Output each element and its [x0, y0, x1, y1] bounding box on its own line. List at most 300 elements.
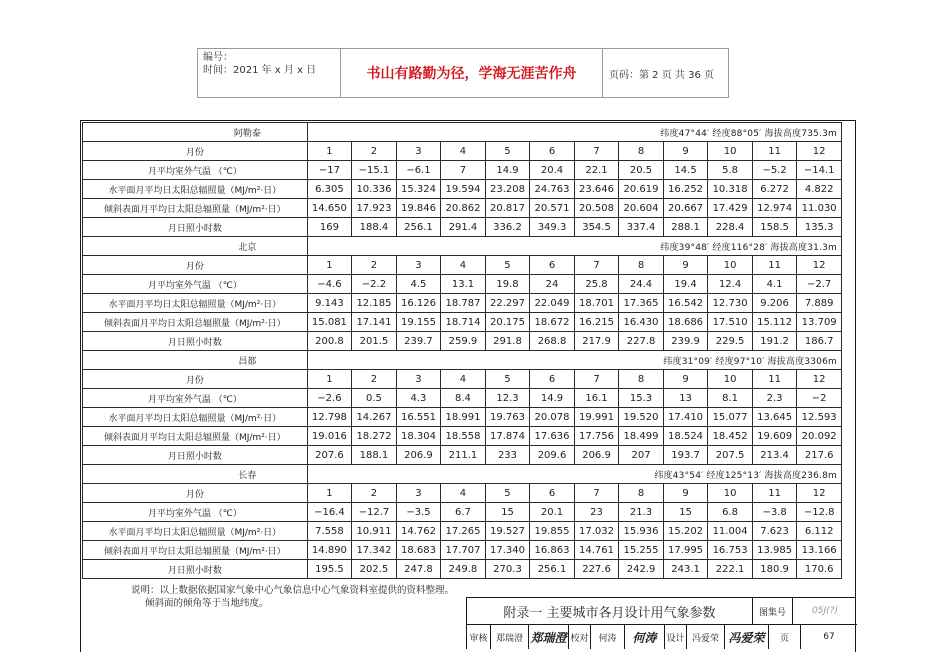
table-cell: 19.520: [619, 408, 664, 427]
table-cell: 18.683: [396, 541, 441, 560]
table-cell: 270.3: [485, 560, 530, 579]
table-cell: 9.143: [307, 294, 352, 313]
table-cell: 19.594: [441, 180, 486, 199]
table-cell: −4.6: [307, 275, 352, 294]
table-cell: −16.4: [307, 503, 352, 522]
table-cell: −2.6: [307, 389, 352, 408]
row-label: 月日照小时数: [83, 446, 308, 465]
table-cell: 7: [441, 161, 486, 180]
table-cell: 19.763: [485, 408, 530, 427]
table-row-horiz: [83, 294, 842, 313]
table-cell: 180.9: [752, 560, 797, 579]
table-cell: 227.8: [619, 332, 664, 351]
table-row-tilt: [83, 541, 842, 560]
table-cell: −5.2: [752, 161, 797, 180]
table-cell: 14.761: [574, 541, 619, 560]
table-cell: 19.016: [307, 427, 352, 446]
table-cell: 3: [396, 142, 441, 161]
table-cell: 12.4: [708, 275, 753, 294]
table-cell: 17.365: [619, 294, 664, 313]
table-cell: 10: [708, 370, 753, 389]
table-cell: 291.8: [485, 332, 530, 351]
table-cell: 288.1: [663, 218, 708, 237]
note-line-2: 倾斜面的倾角等于当地纬度。: [145, 598, 269, 609]
table-cell: 17.032: [574, 522, 619, 541]
row-label: 月日照小时数: [83, 218, 308, 237]
table-cell: 18.701: [574, 294, 619, 313]
table-cell: 20.1: [530, 503, 575, 522]
row-label: 倾斜表面月平均日太阳总辐照量（MJ/m²·日）: [83, 541, 308, 560]
table-cell: 229.5: [708, 332, 753, 351]
row-label: 水平面月平均日太阳总辐照量（MJ/m²·日）: [83, 180, 308, 199]
table-cell: 15.324: [396, 180, 441, 199]
table-cell: 207.6: [307, 446, 352, 465]
table-cell: 2: [352, 256, 397, 275]
table-cell: 239.9: [663, 332, 708, 351]
table-row-temp: [83, 389, 842, 408]
table-cell: 188.4: [352, 218, 397, 237]
header-meta: [198, 49, 341, 97]
table-cell: 17.510: [708, 313, 753, 332]
table-cell: 19.846: [396, 199, 441, 218]
table-cell: 20.571: [530, 199, 575, 218]
table-cell: 15.112: [752, 313, 797, 332]
table-cell: 20.175: [485, 313, 530, 332]
number-label: 编号：: [203, 52, 233, 63]
page-label: 页: [769, 625, 801, 649]
table-cell: 20.619: [619, 180, 664, 199]
table-cell: 7: [574, 484, 619, 503]
table-cell: 23.646: [574, 180, 619, 199]
table-cell: −3.5: [396, 503, 441, 522]
table-cell: 20.508: [574, 199, 619, 218]
table-cell: 6: [530, 484, 575, 503]
checker-name: 何涛: [591, 625, 625, 649]
review-label: 审核: [467, 625, 491, 649]
table-cell: 3: [396, 370, 441, 389]
table-cell: 15: [663, 503, 708, 522]
table-cell: 24: [530, 275, 575, 294]
city-name: 长春: [83, 465, 308, 484]
table-cell: 1: [307, 370, 352, 389]
design-label: 设计: [665, 625, 687, 649]
atlas-number-label: 图集号: [753, 598, 793, 624]
table-cell: 158.5: [752, 218, 797, 237]
table-row-month: [83, 484, 842, 503]
table-cell: 18.524: [663, 427, 708, 446]
table-cell: 19.4: [663, 275, 708, 294]
table-cell: 12.185: [352, 294, 397, 313]
table-cell: 222.1: [708, 560, 753, 579]
table-cell: 18.787: [441, 294, 486, 313]
table-cell: 15.081: [307, 313, 352, 332]
title-block: [466, 597, 856, 649]
row-label: 水平面月平均日太阳总辐照量（MJ/m²·日）: [83, 522, 308, 541]
table-cell: 15.077: [708, 408, 753, 427]
city-name: 北京: [83, 237, 308, 256]
table-cell: 259.9: [441, 332, 486, 351]
table-cell: 186.7: [797, 332, 842, 351]
table-cell: 209.6: [530, 446, 575, 465]
table-cell: 12.798: [307, 408, 352, 427]
table-cell: 20.078: [530, 408, 575, 427]
row-label: 倾斜表面月平均日太阳总辐照量（MJ/m²·日）: [83, 199, 308, 218]
table-cell: 233: [485, 446, 530, 465]
table-cell: 16.863: [530, 541, 575, 560]
table-cell: 16.215: [574, 313, 619, 332]
table-cell: 6.272: [752, 180, 797, 199]
table-cell: 217.9: [574, 332, 619, 351]
table-cell: 4.822: [797, 180, 842, 199]
table-cell: 337.4: [619, 218, 664, 237]
check-label: 校对: [569, 625, 591, 649]
table-row-horiz: [83, 180, 842, 199]
table-cell: 8.4: [441, 389, 486, 408]
table-cell: 11: [752, 484, 797, 503]
table-cell: −2.7: [797, 275, 842, 294]
table-cell: 2: [352, 142, 397, 161]
city-geo-info: 纬度39°48′ 经度116°28′ 海拔高度31.3m: [307, 237, 841, 256]
table-cell: 22.297: [485, 294, 530, 313]
table-row-tilt: [83, 427, 842, 446]
table-cell: 2: [352, 370, 397, 389]
table-cell: 19.991: [574, 408, 619, 427]
table-cell: 6.7: [441, 503, 486, 522]
document-header: [197, 48, 729, 98]
table-row-month: [83, 370, 842, 389]
table-cell: 247.8: [396, 560, 441, 579]
table-cell: 18.558: [441, 427, 486, 446]
table-cell: 18.304: [396, 427, 441, 446]
table-cell: 0.5: [352, 389, 397, 408]
table-cell: 7: [574, 256, 619, 275]
table-cell: 12: [797, 256, 842, 275]
table-cell: 354.5: [574, 218, 619, 237]
table-cell: 9: [663, 370, 708, 389]
table-cell: 12: [797, 142, 842, 161]
city-header-row: [83, 123, 842, 142]
table-cell: 11.004: [708, 522, 753, 541]
table-cell: 6: [530, 142, 575, 161]
table-cell: 14.5: [663, 161, 708, 180]
table-cell: 17.636: [530, 427, 575, 446]
table-cell: 7.623: [752, 522, 797, 541]
table-cell: 19.155: [396, 313, 441, 332]
reviewer-name: 郑瑞澄: [491, 625, 529, 649]
checker-signature: 何涛: [625, 625, 665, 649]
table-cell: −14.1: [797, 161, 842, 180]
row-label: 月平均室外气温 （℃）: [83, 503, 308, 522]
table-cell: 3: [396, 484, 441, 503]
table-cell: 21.3: [619, 503, 664, 522]
table-cell: 12: [797, 370, 842, 389]
table-cell: 13.1: [441, 275, 486, 294]
table-cell: 18.991: [441, 408, 486, 427]
table-cell: 17.429: [708, 199, 753, 218]
table-cell: 15.936: [619, 522, 664, 541]
table-row-month: [83, 256, 842, 275]
table-cell: 16.542: [663, 294, 708, 313]
table-cell: 17.410: [663, 408, 708, 427]
table-cell: 7: [574, 370, 619, 389]
table-cell: 19.527: [485, 522, 530, 541]
table-cell: 13: [663, 389, 708, 408]
table-cell: 7.558: [307, 522, 352, 541]
row-label: 倾斜表面月平均日太阳总辐照量（MJ/m²·日）: [83, 313, 308, 332]
row-label: 月份: [83, 256, 308, 275]
table-cell: −17: [307, 161, 352, 180]
table-row-temp: [83, 161, 842, 180]
table-cell: 9: [663, 256, 708, 275]
table-cell: 15.202: [663, 522, 708, 541]
table-cell: 24.4: [619, 275, 664, 294]
reviewer-signature: 郑瑞澄: [529, 625, 569, 649]
table-row-horiz: [83, 408, 842, 427]
table-cell: 18.272: [352, 427, 397, 446]
table-cell: 4: [441, 256, 486, 275]
table-cell: 207.5: [708, 446, 753, 465]
table-cell: 24.763: [530, 180, 575, 199]
table-cell: 11: [752, 142, 797, 161]
table-cell: −12.7: [352, 503, 397, 522]
table-cell: 18.672: [530, 313, 575, 332]
table-cell: 6.112: [797, 522, 842, 541]
table-cell: 242.9: [619, 560, 664, 579]
city-geo-info: 纬度43°54′ 经度125°13′ 海拔高度236.8m: [307, 465, 841, 484]
table-cell: 20.817: [485, 199, 530, 218]
table-cell: 8.1: [708, 389, 753, 408]
table-cell: 10.911: [352, 522, 397, 541]
row-label: 倾斜表面月平均日太阳总辐照量（MJ/m²·日）: [83, 427, 308, 446]
table-cell: 23.208: [485, 180, 530, 199]
table-row-tilt: [83, 199, 842, 218]
table-cell: 193.7: [663, 446, 708, 465]
designer-signature: 冯爱荣: [725, 625, 769, 649]
table-row-sun: [83, 332, 842, 351]
table-cell: 17.923: [352, 199, 397, 218]
table-cell: −6.1: [396, 161, 441, 180]
table-cell: 18.499: [619, 427, 664, 446]
city-geo-info: 纬度31°09′ 经度97°10′ 海拔高度3306m: [307, 351, 841, 370]
row-label: 月份: [83, 142, 308, 161]
table-cell: 1: [307, 484, 352, 503]
table-cell: 14.9: [485, 161, 530, 180]
table-cell: 14.267: [352, 408, 397, 427]
table-cell: 2.3: [752, 389, 797, 408]
table-row-horiz: [83, 522, 842, 541]
table-cell: 13.985: [752, 541, 797, 560]
table-cell: 349.3: [530, 218, 575, 237]
table-cell: 195.5: [307, 560, 352, 579]
note-line-1: 说明：以上数据依据国家气象中心气象信息中心气象资料室提供的资料整理。: [131, 585, 455, 596]
table-cell: 268.8: [530, 332, 575, 351]
page-value: 67: [823, 632, 835, 642]
table-cell: 18.686: [663, 313, 708, 332]
table-cell: 13.709: [797, 313, 842, 332]
table-cell: 135.3: [797, 218, 842, 237]
table-cell: 17.265: [441, 522, 486, 541]
table-cell: 4.5: [396, 275, 441, 294]
table-cell: 243.1: [663, 560, 708, 579]
table-cell: 5: [485, 484, 530, 503]
row-label: 月日照小时数: [83, 560, 308, 579]
table-cell: −2.2: [352, 275, 397, 294]
table-cell: 20.092: [797, 427, 842, 446]
row-label: 水平面月平均日太阳总辐照量（MJ/m²·日）: [83, 294, 308, 313]
table-cell: 14.9: [530, 389, 575, 408]
table-cell: 19.609: [752, 427, 797, 446]
table-cell: 169: [307, 218, 352, 237]
table-cell: 16.126: [396, 294, 441, 313]
table-cell: 206.9: [396, 446, 441, 465]
row-label: 月日照小时数: [83, 332, 308, 351]
row-label: 月份: [83, 484, 308, 503]
table-cell: 16.753: [708, 541, 753, 560]
header-page-info: 页码：第 2 页 共 36 页: [609, 69, 714, 81]
table-row-tilt: [83, 313, 842, 332]
table-cell: 18.452: [708, 427, 753, 446]
table-cell: 256.1: [530, 560, 575, 579]
table-cell: 8: [619, 142, 664, 161]
city-header-row: [83, 237, 842, 256]
table-cell: 239.7: [396, 332, 441, 351]
table-cell: 20.604: [619, 199, 664, 218]
table-cell: 15: [485, 503, 530, 522]
city-geo-info: 纬度47°44′ 经度88°05′ 海拔高度735.3m: [307, 123, 841, 142]
table-cell: 8: [619, 484, 664, 503]
table-cell: 25.8: [574, 275, 619, 294]
header-motto: 书山有路勤为径，学海无涯苦作舟: [341, 49, 603, 97]
table-cell: 5: [485, 142, 530, 161]
table-cell: 13.645: [752, 408, 797, 427]
city-header-row: [83, 465, 842, 484]
table-cell: 17.707: [441, 541, 486, 560]
table-cell: −3.8: [752, 503, 797, 522]
table-cell: 17.342: [352, 541, 397, 560]
table-cell: 16.1: [574, 389, 619, 408]
table-cell: 4.3: [396, 389, 441, 408]
table-cell: 16.252: [663, 180, 708, 199]
table-cell: −15.1: [352, 161, 397, 180]
row-label: 月份: [83, 370, 308, 389]
table-cell: 1: [307, 256, 352, 275]
table-cell: 15.3: [619, 389, 664, 408]
table-cell: 336.2: [485, 218, 530, 237]
table-cell: 17.340: [485, 541, 530, 560]
table-cell: 10: [708, 142, 753, 161]
table-cell: −12.8: [797, 503, 842, 522]
table-cell: 14.762: [396, 522, 441, 541]
table-cell: 4: [441, 370, 486, 389]
table-cell: 256.1: [396, 218, 441, 237]
table-cell: 5: [485, 256, 530, 275]
table-cell: 9: [663, 484, 708, 503]
table-cell: 188.1: [352, 446, 397, 465]
table-cell: 12.3: [485, 389, 530, 408]
table-cell: 6.305: [307, 180, 352, 199]
table-cell: 20.4: [530, 161, 575, 180]
table-cell: 9.206: [752, 294, 797, 313]
table-cell: 5: [485, 370, 530, 389]
climate-table: [82, 122, 842, 579]
table-cell: 17.141: [352, 313, 397, 332]
table-cell: 7: [574, 142, 619, 161]
table-cell: 6: [530, 256, 575, 275]
table-cell: 10.336: [352, 180, 397, 199]
table-row-temp: [83, 275, 842, 294]
table-cell: 14.890: [307, 541, 352, 560]
table-cell: 6.8: [708, 503, 753, 522]
table-cell: 23: [574, 503, 619, 522]
table-cell: 11: [752, 370, 797, 389]
table-cell: 17.874: [485, 427, 530, 446]
table-cell: 202.5: [352, 560, 397, 579]
table-cell: 16.551: [396, 408, 441, 427]
table-cell: 191.2: [752, 332, 797, 351]
row-label: 月平均室外气温 （℃）: [83, 161, 308, 180]
table-row-temp: [83, 503, 842, 522]
city-header-row: [83, 351, 842, 370]
table-row-sun: [83, 218, 842, 237]
table-row-month: [83, 142, 842, 161]
notes: [131, 584, 454, 610]
table-cell: 5.8: [708, 161, 753, 180]
table-cell: 291.4: [441, 218, 486, 237]
table-cell: 14.650: [307, 199, 352, 218]
table-cell: 211.1: [441, 446, 486, 465]
table-cell: 20.5: [619, 161, 664, 180]
table-cell: 17.756: [574, 427, 619, 446]
table-cell: 15.255: [619, 541, 664, 560]
table-cell: 10: [708, 484, 753, 503]
table-cell: 7.889: [797, 294, 842, 313]
atlas-number-value: 05J(?): [812, 606, 838, 616]
table-cell: 16.430: [619, 313, 664, 332]
table-cell: 8: [619, 370, 664, 389]
table-cell: 20.667: [663, 199, 708, 218]
table-cell: 22.1: [574, 161, 619, 180]
table-cell: 206.9: [574, 446, 619, 465]
table-cell: 9: [663, 142, 708, 161]
table-cell: 19.8: [485, 275, 530, 294]
row-label: 月平均室外气温 （℃）: [83, 275, 308, 294]
table-cell: 228.4: [708, 218, 753, 237]
table-cell: 4: [441, 142, 486, 161]
table-cell: 249.8: [441, 560, 486, 579]
table-cell: 217.6: [797, 446, 842, 465]
table-cell: 2: [352, 484, 397, 503]
city-name: 昌都: [83, 351, 308, 370]
table-cell: 11: [752, 256, 797, 275]
table-row-sun: [83, 446, 842, 465]
table-cell: 17.995: [663, 541, 708, 560]
time-label: 时间：2021 年 x 月 x 日: [203, 65, 317, 76]
table-cell: 12.730: [708, 294, 753, 313]
city-name: 阿勒泰: [83, 123, 308, 142]
table-cell: 12.974: [752, 199, 797, 218]
table-cell: 12: [797, 484, 842, 503]
table-cell: 20.862: [441, 199, 486, 218]
row-label: 月平均室外气温 （℃）: [83, 389, 308, 408]
row-label: 水平面月平均日太阳总辐照量（MJ/m²·日）: [83, 408, 308, 427]
table-cell: 200.8: [307, 332, 352, 351]
table-cell: 19.855: [530, 522, 575, 541]
table-cell: 207: [619, 446, 664, 465]
table-cell: 22.049: [530, 294, 575, 313]
table-cell: 201.5: [352, 332, 397, 351]
table-cell: 8: [619, 256, 664, 275]
table-cell: 18.714: [441, 313, 486, 332]
